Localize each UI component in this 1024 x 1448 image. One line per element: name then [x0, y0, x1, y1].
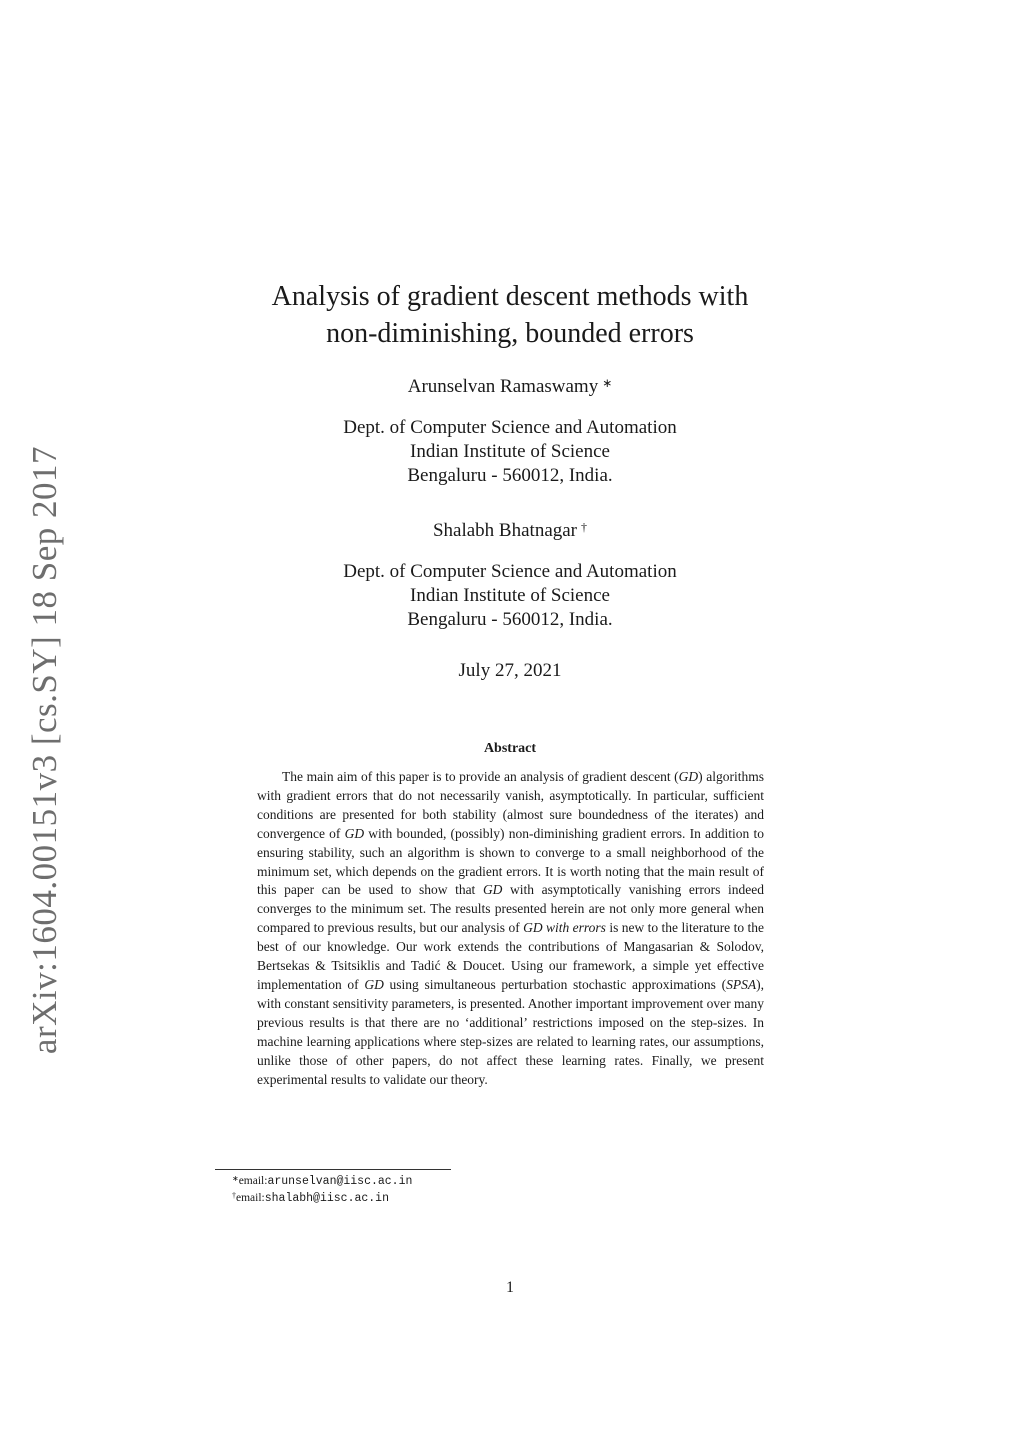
arxiv-identifier-stamp: arXiv:1604.00151v3 [cs.SY] 18 Sep 2017 [25, 445, 64, 1055]
affiliation-city: Bengaluru - 560012, India. [407, 609, 613, 630]
email-link[interactable]: shalabh@iisc.ac.in [264, 1192, 389, 1205]
affiliation-institute: Indian Institute of Science [410, 441, 610, 462]
author-1-name: Arunselvan Ramaswamy ∗ [407, 376, 613, 397]
title-line-2: non-diminishing, bounded errors [326, 318, 694, 349]
abstract-heading: Abstract [483, 741, 537, 756]
email-link[interactable]: arunselvan@iisc.ac.in [267, 1175, 413, 1188]
affiliation-dept: Dept. of Computer Science and Automation [343, 561, 677, 582]
affiliation-institute: Indian Institute of Science [410, 585, 610, 606]
paper-title [200, 278, 820, 352]
author-1-footnote-mark: ∗ [602, 376, 613, 390]
author-1-affiliation [200, 416, 820, 488]
page-number: 1 [506, 1279, 514, 1296]
author-2-name: Shalabh Bhatnagar † [432, 520, 588, 541]
footnote-email-1: ∗email:arunselvan@iisc.ac.in [232, 1174, 413, 1188]
author-2-affiliation [200, 560, 820, 632]
author-2-footnote-mark: † [581, 520, 588, 534]
paper-date: July 27, 2021 [458, 660, 562, 681]
affiliation-dept: Dept. of Computer Science and Automation [343, 417, 677, 438]
footnote-email-2: †email:shalabh@iisc.ac.in [232, 1191, 389, 1205]
affiliation-city: Bengaluru - 560012, India. [407, 465, 613, 486]
footnote-divider [215, 1169, 451, 1170]
title-line-1: Analysis of gradient descent methods with [271, 281, 749, 312]
abstract-body: The main aim of this paper is to provide an analysis of gradient descent (GD) algorithms with gradient errors that do not necessarily vanish, asymptotically. In particular, sufficient conditions are presented for both stability (almost sure boundedness of the iterates) and convergence of GD with bounded, (possibly) non-diminishing gradient errors. In addition to ensuring stability, such an algorithm is shown to converge to a small neighborhood of the minimum set, which depends on the gradient errors. It is worth noting that the main result of this paper can be used to show that GD with asymptotically vanishing errors indeed converges to the minimum set. The results presented herein are not only more general when compared to previous results, but our analysis of GD with errors is new to the literature to the best of our knowledge. Our work extends the contributions of Mangasarian & Solodov, Bertsekas & Tsitsiklis and Tadić & Doucet. Using our framework, a simple yet effective implementation of GD using simultaneous perturbation stochastic approximations (SPSA), with constant sensitivity parameters, is presented. Another important improvement over many previous results is that there are no ‘additional’ restrictions imposed on the step-sizes. In machine learning applications where step-sizes are related to learning rates, our assumptions, unlike those of other papers, do not affect these learning rates. Finally, we present experimental results to validate our theory. [257, 769, 764, 1087]
